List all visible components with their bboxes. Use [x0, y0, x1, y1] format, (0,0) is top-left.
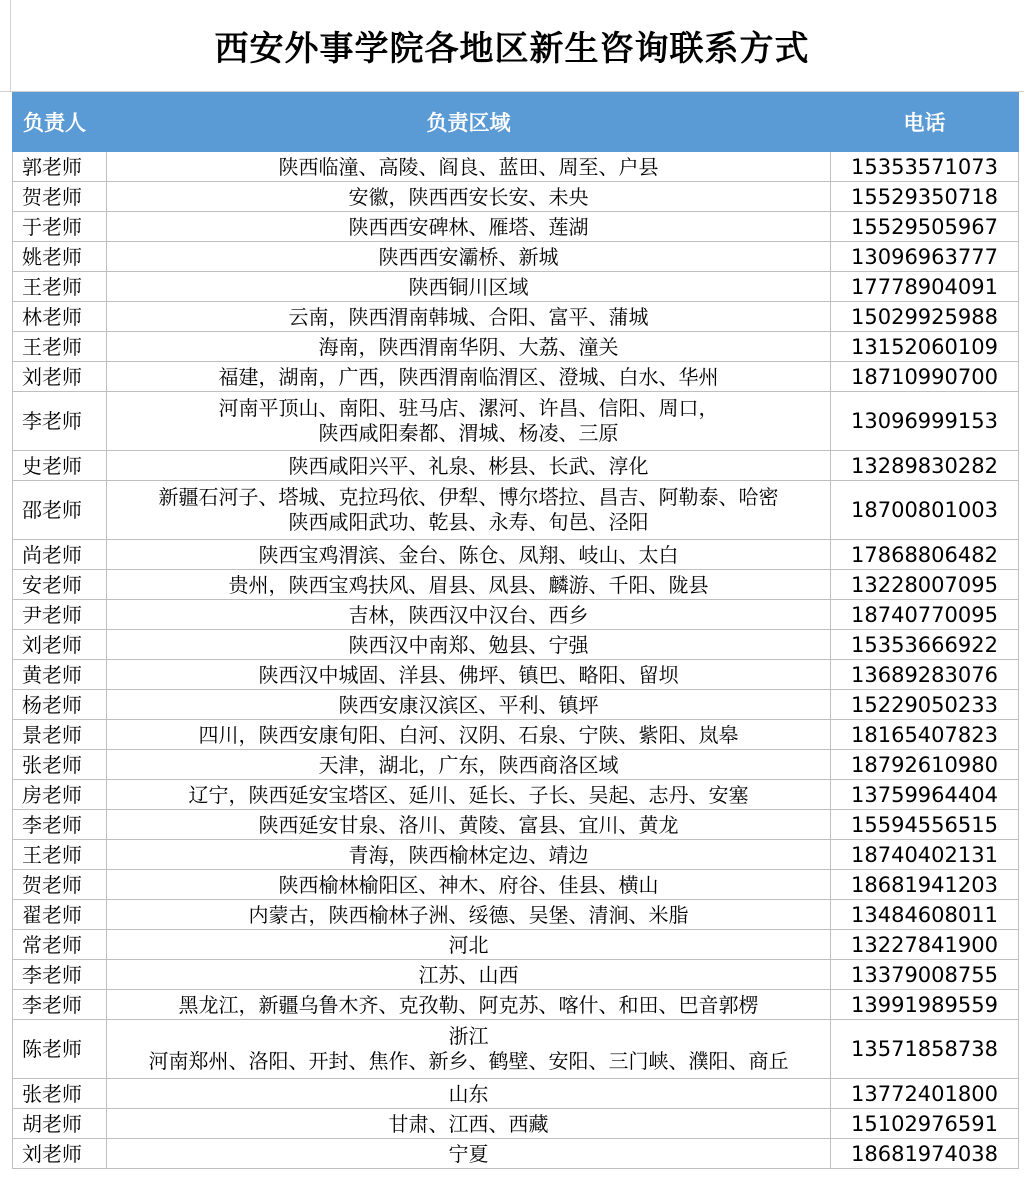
region-line: 甘肃、江西、西藏 — [388, 1111, 549, 1136]
cell-phone[interactable]: 13228007095 — [831, 570, 1019, 600]
table-row — [13, 720, 1019, 750]
region-line: 陕西咸阳武功、乾县、永寿、旬邑、泾阳 — [288, 510, 649, 534]
cell-region[interactable] — [107, 451, 831, 481]
cell-phone[interactable]: 15529505967 — [831, 212, 1019, 242]
cell-region[interactable] — [107, 182, 831, 212]
cell-region[interactable] — [107, 900, 831, 930]
region-line: 福建，湖南，广西，陕西渭南临渭区、澄城、白水、华州 — [218, 364, 719, 389]
cell-phone[interactable]: 18710990700 — [831, 362, 1019, 392]
region-line: 天津，湖北，广东，陕西商洛区域 — [318, 752, 619, 777]
region-line: 陕西汉中城固、洋县、佛坪、镇巴、略阳、留坝 — [258, 662, 679, 687]
cell-phone[interactable]: 17868806482 — [831, 540, 1019, 570]
cell-region[interactable] — [107, 810, 831, 840]
table-row — [13, 1020, 1019, 1079]
header-phone: 电话 — [831, 93, 1019, 152]
cell-phone[interactable]: 13289830282 — [831, 451, 1019, 481]
cell-phone[interactable]: 18740402131 — [831, 840, 1019, 870]
cell-contact-name[interactable]: 邵老师 — [13, 481, 107, 540]
cell-phone[interactable]: 15229050233 — [831, 690, 1019, 720]
region-line: 安徽，陕西西安长安、未央 — [348, 184, 589, 209]
region-line: 黑龙江，新疆乌鲁木齐、克孜勒、阿克苏、喀什、和田、巴音郭楞 — [178, 992, 759, 1017]
cell-phone[interactable]: 13571858738 — [831, 1020, 1019, 1079]
cell-contact-name[interactable]: 李老师 — [13, 990, 107, 1020]
table-row — [13, 840, 1019, 870]
cell-contact-name[interactable]: 于老师 — [13, 212, 107, 242]
region-line: 辽宁，陕西延安宝塔区、延川、延长、子长、吴起、志丹、安塞 — [188, 782, 749, 807]
region-line: 陕西延安甘泉、洛川、黄陵、富县、宜川、黄龙 — [258, 812, 679, 837]
cell-contact-name[interactable]: 陈老师 — [13, 1020, 107, 1079]
cell-region[interactable] — [107, 960, 831, 990]
table-row — [13, 212, 1019, 242]
cell-contact-name[interactable]: 刘老师 — [13, 630, 107, 660]
region-line: 河北 — [448, 932, 489, 957]
region-line: 陕西安康汉滨区、平利、镇坪 — [338, 692, 599, 717]
cell-region[interactable] — [107, 570, 831, 600]
cell-contact-name[interactable]: 李老师 — [13, 810, 107, 840]
cell-phone[interactable]: 18681941203 — [831, 870, 1019, 900]
cell-region[interactable] — [107, 152, 831, 182]
region-line: 内蒙古，陕西榆林子洲、绥德、吴堡、清涧、米脂 — [248, 902, 689, 927]
cell-contact-name[interactable]: 胡老师 — [13, 1109, 107, 1139]
cell-phone[interactable]: 13379008755 — [831, 960, 1019, 990]
contact-table — [12, 92, 1019, 1169]
table-row — [13, 302, 1019, 332]
cell-contact-name[interactable]: 贺老师 — [13, 870, 107, 900]
table-row — [13, 960, 1019, 990]
cell-phone[interactable]: 15102976591 — [831, 1109, 1019, 1139]
cell-contact-name[interactable]: 贺老师 — [13, 182, 107, 212]
region-line: 四川，陕西安康旬阳、白河、汉阴、石泉、宁陕、紫阳、岚皋 — [198, 722, 739, 747]
table-row — [13, 870, 1019, 900]
cell-contact-name[interactable]: 黄老师 — [13, 660, 107, 690]
table-row — [13, 182, 1019, 212]
cell-phone[interactable]: 18740770095 — [831, 600, 1019, 630]
table-row — [13, 570, 1019, 600]
region-line: 陕西咸阳秦都、渭城、杨凌、三原 — [318, 421, 619, 445]
table-row — [13, 272, 1019, 302]
cell-contact-name[interactable]: 姚老师 — [13, 242, 107, 272]
cell-region[interactable] — [107, 1109, 831, 1139]
table-row — [13, 690, 1019, 720]
region-line: 吉林，陕西汉中汉台、西乡 — [348, 602, 589, 627]
table-row — [13, 242, 1019, 272]
cell-region[interactable] — [107, 481, 831, 540]
cell-region[interactable] — [107, 690, 831, 720]
table-row — [13, 660, 1019, 690]
cell-contact-name[interactable]: 刘老师 — [13, 1139, 107, 1169]
cell-phone[interactable]: 13759964404 — [831, 780, 1019, 810]
cell-contact-name[interactable]: 史老师 — [13, 451, 107, 481]
table-row — [13, 900, 1019, 930]
cell-region[interactable] — [107, 242, 831, 272]
region-line: 浙江 — [448, 1024, 489, 1048]
table-row — [13, 990, 1019, 1020]
cell-region[interactable] — [107, 1139, 831, 1169]
cell-contact-name[interactable]: 王老师 — [13, 840, 107, 870]
cell-contact-name[interactable]: 张老师 — [13, 1079, 107, 1109]
cell-phone[interactable]: 17778904091 — [831, 272, 1019, 302]
header-row — [13, 93, 1019, 152]
region-line: 江苏、山西 — [418, 962, 519, 987]
cell-phone[interactable]: 13991989559 — [831, 990, 1019, 1020]
cell-contact-name[interactable]: 杨老师 — [13, 690, 107, 720]
region-line: 陕西宝鸡渭滨、金台、陈仓、凤翔、岐山、太白 — [258, 542, 679, 567]
cell-phone[interactable]: 13689283076 — [831, 660, 1019, 690]
cell-contact-name[interactable]: 安老师 — [13, 570, 107, 600]
cell-region[interactable] — [107, 660, 831, 690]
cell-contact-name[interactable]: 林老师 — [13, 302, 107, 332]
header-area: 负责区域 — [107, 93, 831, 152]
cell-region[interactable] — [107, 332, 831, 362]
table-row — [13, 1109, 1019, 1139]
cell-contact-name[interactable]: 刘老师 — [13, 362, 107, 392]
cell-phone[interactable]: 13772401800 — [831, 1079, 1019, 1109]
cell-region[interactable] — [107, 630, 831, 660]
cell-region[interactable] — [107, 212, 831, 242]
cell-phone[interactable]: 18165407823 — [831, 720, 1019, 750]
cell-region[interactable] — [107, 272, 831, 302]
region-line: 陕西临潼、高陵、阎良、蓝田、周至、户县 — [278, 154, 659, 179]
cell-phone[interactable]: 13227841900 — [831, 930, 1019, 960]
cell-region[interactable] — [107, 302, 831, 332]
cell-region[interactable] — [107, 540, 831, 570]
cell-contact-name[interactable]: 尹老师 — [13, 600, 107, 630]
table-row — [13, 630, 1019, 660]
cell-phone[interactable]: 13096999153 — [831, 392, 1019, 451]
cell-contact-name[interactable]: 景老师 — [13, 720, 107, 750]
table-row — [13, 451, 1019, 481]
cell-region[interactable] — [107, 720, 831, 750]
cell-phone[interactable]: 15529350718 — [831, 182, 1019, 212]
region-line: 宁夏 — [448, 1141, 489, 1166]
cell-contact-name[interactable]: 王老师 — [13, 332, 107, 362]
table-row — [13, 152, 1019, 182]
table-row — [13, 1079, 1019, 1109]
region-line: 海南，陕西渭南华阴、大荔、潼关 — [318, 334, 619, 359]
cell-region[interactable] — [107, 1079, 831, 1109]
region-line: 陕西咸阳兴平、礼泉、彬县、长武、淳化 — [288, 453, 649, 478]
region-line: 河南平顶山、南阳、驻马店、漯河、许昌、信阳、周口， — [218, 396, 719, 420]
cell-phone[interactable]: 15594556515 — [831, 810, 1019, 840]
cell-region[interactable] — [107, 840, 831, 870]
cell-phone[interactable]: 18700801003 — [831, 481, 1019, 540]
table-row — [13, 540, 1019, 570]
cell-contact-name[interactable]: 王老师 — [13, 272, 107, 302]
table-row — [13, 362, 1019, 392]
cell-phone[interactable]: 13096963777 — [831, 242, 1019, 272]
cell-contact-name[interactable]: 张老师 — [13, 750, 107, 780]
region-line: 云南，陕西渭南韩城、合阳、富平、蒲城 — [288, 304, 649, 329]
table-row — [13, 750, 1019, 780]
cell-region[interactable] — [107, 1020, 831, 1079]
region-line: 陕西榆林榆阳区、神木、府谷、佳县、横山 — [278, 872, 659, 897]
table-row — [13, 930, 1019, 960]
region-line: 山东 — [448, 1081, 489, 1106]
cell-region[interactable] — [107, 930, 831, 960]
region-line: 贵州，陕西宝鸡扶风、眉县、凤县、麟游、千阳、陇县 — [228, 572, 709, 597]
cell-contact-name[interactable]: 常老师 — [13, 930, 107, 960]
cell-region[interactable] — [107, 750, 831, 780]
cell-contact-name[interactable]: 郭老师 — [13, 152, 107, 182]
region-line: 青海，陕西榆林定边、靖边 — [348, 842, 589, 867]
cell-contact-name[interactable]: 房老师 — [13, 780, 107, 810]
cell-contact-name[interactable]: 尚老师 — [13, 540, 107, 570]
page-title: 西安外事学院各地区新生咨询联系方式 — [0, 0, 1024, 92]
table-row — [13, 810, 1019, 840]
cell-phone[interactable]: 13152060109 — [831, 332, 1019, 362]
table-body — [13, 152, 1019, 1169]
cell-region[interactable] — [107, 392, 831, 451]
region-line: 陕西西安碑林、雁塔、莲湖 — [348, 214, 589, 239]
table-row — [13, 392, 1019, 451]
cell-phone[interactable]: 18792610980 — [831, 750, 1019, 780]
region-line: 陕西汉中南郑、勉县、宁强 — [348, 632, 589, 657]
cell-region[interactable] — [107, 780, 831, 810]
table-row — [13, 780, 1019, 810]
cell-phone[interactable]: 15353571073 — [831, 152, 1019, 182]
region-line: 陕西铜川区域 — [408, 274, 529, 299]
region-line: 陕西西安灞桥、新城 — [378, 244, 559, 269]
cell-contact-name[interactable]: 李老师 — [13, 960, 107, 990]
table-row — [13, 481, 1019, 540]
cell-phone[interactable]: 13484608011 — [831, 900, 1019, 930]
cell-region[interactable] — [107, 990, 831, 1020]
cell-region[interactable] — [107, 870, 831, 900]
cell-phone[interactable]: 15029925988 — [831, 302, 1019, 332]
cell-contact-name[interactable]: 李老师 — [13, 392, 107, 451]
region-line: 河南郑州、洛阳、开封、焦作、新乡、鹤壁、安阳、三门峡、濮阳、商丘 — [148, 1049, 789, 1073]
table-row — [13, 600, 1019, 630]
header-name: 负责人 — [13, 93, 107, 152]
table-row — [13, 332, 1019, 362]
cell-contact-name[interactable]: 翟老师 — [13, 900, 107, 930]
cell-phone[interactable]: 15353666922 — [831, 630, 1019, 660]
cell-phone[interactable]: 18681974038 — [831, 1139, 1019, 1169]
table-row — [13, 1139, 1019, 1169]
region-line: 新疆石河子、塔城、克拉玛依、伊犁、博尔塔拉、昌吉、阿勒泰、哈密 — [158, 485, 779, 509]
cell-region[interactable] — [107, 600, 831, 630]
cell-region[interactable] — [107, 362, 831, 392]
